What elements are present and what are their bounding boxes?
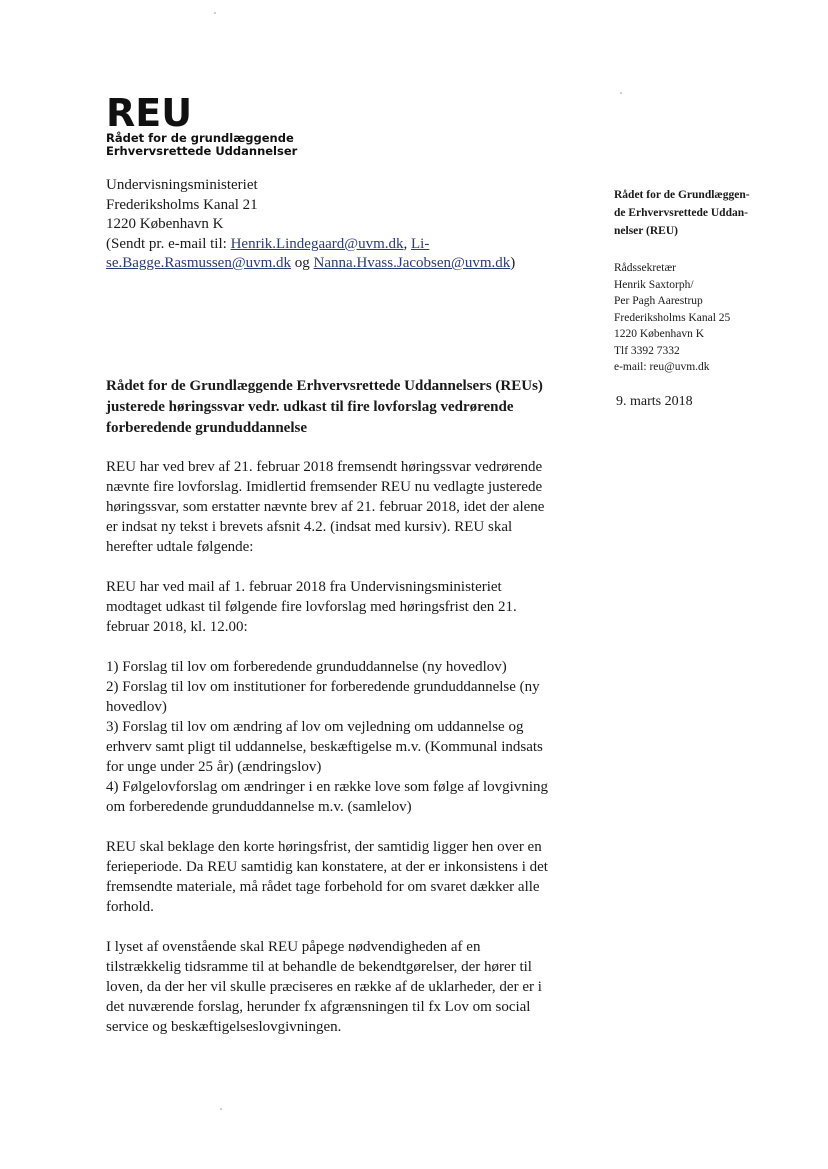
body-paragraph: REU har ved mail af 1. februar 2018 fra Undervisningsministeriet modtaget udkast til følgende fire lovforslag med høringsfrist den 21. februar 2018, kl. 12.00: bbox=[106, 579, 517, 635]
list-item: 4) Følgelovforslag om ændringer i en række love som følge af lovgivning om forberedende grunduddannelse m.v. (samlelov) bbox=[106, 779, 549, 815]
scan-speck bbox=[214, 12, 216, 14]
separator: og bbox=[291, 255, 314, 271]
body-paragraph: REU har ved brev af 21. februar 2018 fremsendt høringssvar vedrørende nævnte fire lovforslag. Imidlertid fremsender REU nu vedlagte justerede høringssvar, som erstatter nævnte brev af 21. februar 2018, idet der alene er indsat ny tekst i brevets afsnit 4.2. (indsat med kursiv). REU skal herefter udtale følgende: bbox=[106, 459, 545, 555]
list-item: 1) Forslag til lov om forberedende grunduddannelse (ny hovedlov) bbox=[106, 659, 507, 675]
sent-suffix: ) bbox=[510, 255, 516, 271]
contact-line: Frederiksholms Kanal 25 bbox=[614, 311, 731, 324]
contact-line: Rådssekretær bbox=[614, 262, 676, 274]
logo-subtitle-line2: Erhvervsrettede Uddannelser bbox=[106, 144, 298, 158]
letter-subject: Rådet for de Grundlæggende Erhvervsrettede Uddannelsers (REUs) justerede høringssvar vedr. udkast til fire lovforslag vedrørende forberedende grunduddannelse bbox=[106, 378, 543, 436]
list-item: 3) Forslag til lov om ændring af lov om vejledning om uddannelse og erhverv samt pligt til uddannelse, beskæftigelse m.v. (Kommunal indsats for unge under 25 år) (ændringslov) bbox=[106, 719, 543, 775]
email-link-rasmussen-part1[interactable]: Li- bbox=[411, 235, 430, 252]
contact-email: e-mail: reu@uvm.dk bbox=[614, 361, 710, 373]
sender-sidebar bbox=[614, 186, 794, 410]
scan-speck bbox=[620, 92, 622, 94]
letter-date: 9. marts 2018 bbox=[616, 393, 693, 409]
contact-line: Tlf 3392 7332 bbox=[614, 344, 680, 357]
sender-contact bbox=[614, 260, 794, 376]
logo-subtitle-line1: Rådet for de grundlæggende bbox=[106, 131, 294, 145]
sent-prefix: (Sendt pr. e-mail til: bbox=[106, 235, 231, 252]
recipient-line: Frederiksholms Kanal 21 bbox=[106, 196, 258, 213]
sent-to-line bbox=[106, 235, 556, 255]
scan-speck bbox=[220, 1108, 222, 1110]
org-line: Rådet for de Grundlæggen- bbox=[614, 189, 750, 201]
email-link-jacobsen[interactable]: Nanna.Hvass.Jacobsen@uvm.dk bbox=[313, 255, 511, 271]
reu-logo bbox=[106, 91, 298, 158]
letter-body bbox=[106, 376, 554, 1057]
recipient-line: 1220 København K bbox=[106, 216, 224, 232]
logo-mark: REU bbox=[106, 91, 193, 135]
contact-line: Per Pagh Aarestrup bbox=[614, 295, 703, 307]
recipient-address bbox=[106, 176, 556, 274]
body-paragraph: REU skal beklage den korte høringsfrist, der samtidig ligger hen over en ferieperiode. Da REU samtidig kan konstatere, at der er inkonsistens i det fremsendte materiale, må rådet tage forbehold for om svaret dækker alle forhold. bbox=[106, 839, 548, 915]
body-paragraph: I lyset af ovenstående skal REU påpege nødvendigheden af en tilstrækkelig tidsramme til at behandle de bekendtgørelser, der hører til loven, da der her vil skulle præciseres en række af de uklarheder, der er i det nuværende forslag, herunder fx afgrænsningen til fx Lov om social service og beskæftigelseslovgivningen. bbox=[106, 939, 542, 1035]
list-item: 2) Forslag til lov om institutioner for forberedende grunduddannelse (ny hovedlov) bbox=[106, 679, 540, 715]
sender-organization bbox=[614, 186, 794, 240]
org-line: nelser (REU) bbox=[614, 225, 678, 237]
org-line: de Erhvervsrettede Uddan- bbox=[614, 207, 748, 219]
email-link-lindegaard[interactable]: Henrik.Lindegaard@uvm.dk bbox=[230, 235, 404, 252]
contact-line: 1220 København K bbox=[614, 328, 705, 340]
separator: , bbox=[403, 235, 412, 252]
bill-list bbox=[106, 657, 554, 817]
contact-line: Henrik Saxtorph/ bbox=[614, 278, 694, 291]
sent-to-line-2 bbox=[106, 254, 556, 274]
recipient-line: Undervisningsministeriet bbox=[106, 177, 258, 193]
email-link-rasmussen-part2[interactable]: se.Bagge.Rasmussen@uvm.dk bbox=[106, 255, 292, 271]
